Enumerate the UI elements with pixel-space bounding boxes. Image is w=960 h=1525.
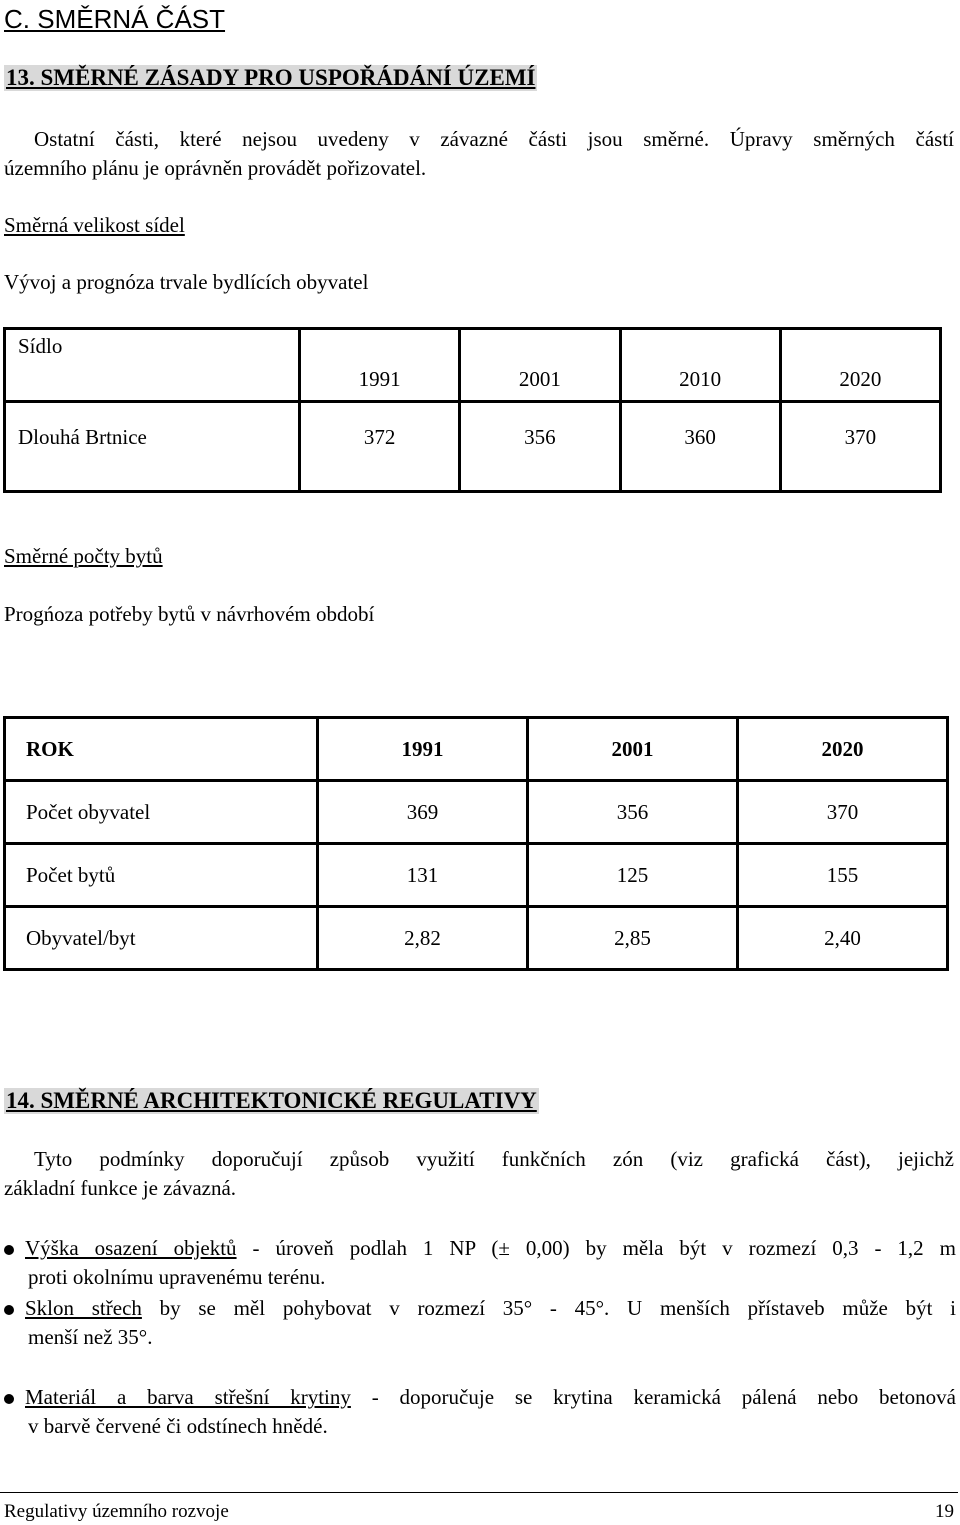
list-item-text: - úroveň podlah 1 NP (± 0,00) by měla být v rozmezí 0,3 - 1,2 m (236, 1236, 956, 1260)
list-item (0, 1385, 956, 1445)
table-cell: 370 (780, 402, 940, 492)
list-item-line2: proti okolnímu upravenému terénu. (28, 1265, 326, 1289)
table-cell: 131 (318, 844, 528, 907)
list-item-line2: menší než 35°. (28, 1325, 153, 1349)
section-13-title: 13. SMĚRNÉ ZÁSADY PRO USPOŘÁDÁNÍ ÚZEMÍ (6, 65, 536, 90)
table-cell: 125 (528, 844, 738, 907)
table-cell: 356 (460, 402, 620, 492)
list-item (0, 1236, 956, 1296)
table-cell: 2,40 (738, 907, 948, 970)
list-item (0, 1296, 956, 1356)
table-row (5, 781, 948, 844)
table-row (5, 402, 941, 492)
list-item-line2: v barvě červené či odstínech hnědé. (28, 1414, 328, 1438)
subheading-sidla: Směrná velikost sídel (4, 213, 185, 237)
table-row (5, 718, 948, 781)
section-14-title: 14. SMĚRNÉ ARCHITEKTONICKÉ REGULATIVY (6, 1088, 537, 1113)
table-cell: Počet obyvatel (5, 781, 318, 844)
table-cell: 369 (318, 781, 528, 844)
table-cell: 372 (300, 402, 460, 492)
section-14-intro-line2: základní funkce je závazná. (4, 1176, 237, 1200)
bullet-icon (4, 1245, 14, 1255)
list-item-text: by se měl pohybovat v rozmezí 35° - 45°. U menších přístaveb může být i (141, 1296, 956, 1320)
table-row (5, 844, 948, 907)
table-header-cell: Sídlo (5, 329, 300, 402)
table-row (5, 329, 941, 402)
section-14-intro-line1: Tyto podmínky doporučují způsob využití funkčních zón (viz grafická část), jejichž (34, 1147, 954, 1171)
page-number: 19 (935, 1501, 954, 1522)
table-header-cell: 2010 (620, 329, 780, 402)
section-13-intro-line1: Ostatní části, které nejsou uvedeny v závazné části jsou směrné. Úpravy směrných částí (34, 127, 954, 151)
table-header-cell: 2001 (528, 718, 738, 781)
table-header-cell: 2001 (460, 329, 620, 402)
caption-obyvatele: Vývoj a prognóza trvale bydlících obyvatel (4, 270, 369, 294)
table-cell: 356 (528, 781, 738, 844)
table-header-cell: 2020 (780, 329, 940, 402)
footer-title: Regulativy územního rozvoje (4, 1501, 229, 1522)
list-item-line1 (25, 1296, 956, 1321)
table-header-cell: 1991 (300, 329, 460, 402)
table-cell: 2,82 (318, 907, 528, 970)
bullet-icon (4, 1305, 14, 1315)
dwellings-table (3, 716, 949, 971)
table-cell: 2,85 (528, 907, 738, 970)
list-item-term: Výška osazení objektů (25, 1236, 237, 1260)
table-cell: 370 (738, 781, 948, 844)
table-cell: 155 (738, 844, 948, 907)
bullet-icon (4, 1394, 14, 1404)
table-row (5, 907, 948, 970)
table-cell: 360 (620, 402, 780, 492)
table-header-cell: ROK (5, 718, 318, 781)
list-item-term: Materiál a barva střešní krytiny (25, 1385, 351, 1409)
list-item-line1 (25, 1385, 956, 1410)
table-cell: Dlouhá Brtnice (5, 402, 300, 492)
footer-divider (0, 1492, 958, 1493)
table-header-cell: 1991 (318, 718, 528, 781)
list-item-text: - doporučuje se krytina keramická pálená nebo betonová (350, 1385, 956, 1409)
list-item-line1 (25, 1236, 956, 1261)
caption-byty: Progńoza potřeby bytů v návrhovém období (4, 602, 375, 626)
list-item-term: Sklon střech (25, 1296, 142, 1320)
table-cell: Počet bytů (5, 844, 318, 907)
subheading-byty: Směrné počty bytů (4, 544, 163, 568)
section-c-title: C. SMĚRNÁ ČÁST (4, 4, 226, 34)
section-13-intro-line2: územního plánu je oprávněn provádět pořizovatel. (4, 156, 427, 180)
settlement-table (3, 327, 942, 493)
table-header-cell: 2020 (738, 718, 948, 781)
table-cell: Obyvatel/byt (5, 907, 318, 970)
